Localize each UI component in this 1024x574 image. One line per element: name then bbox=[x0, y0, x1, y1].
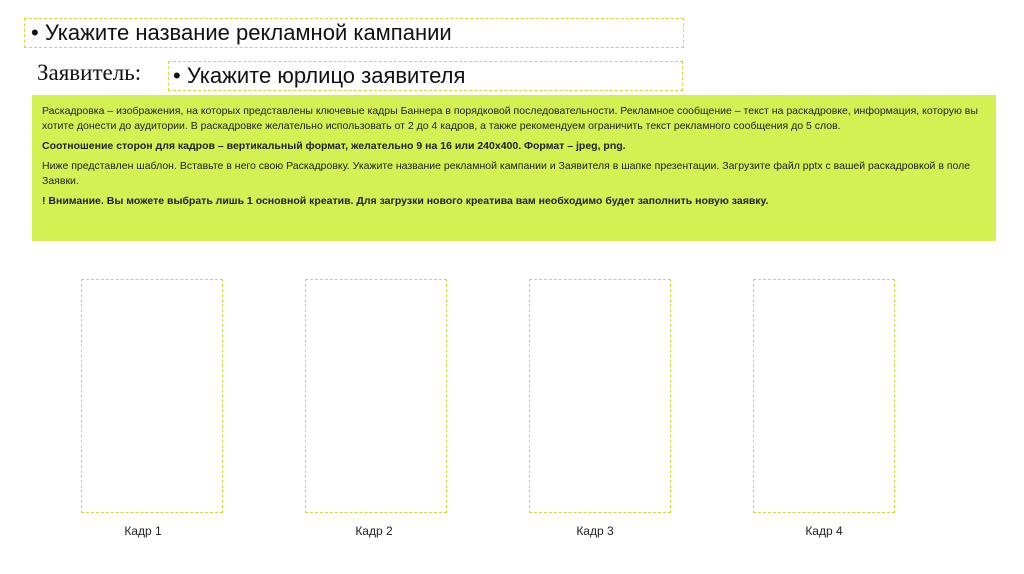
applicant-label: Заявитель: bbox=[37, 60, 142, 85]
applicant-field[interactable]: • Укажите юрлицо заявителя bbox=[168, 61, 683, 91]
campaign-name-field[interactable]: • Укажите название рекламной кампании bbox=[24, 18, 684, 48]
frame-2-label: Кадр 2 bbox=[355, 524, 393, 538]
instructions-aspect-ratio: Соотношение сторон для кадров – вертикальный формат, желательно 9 на 16 или 240x400. Формат – jpeg, png. bbox=[42, 140, 626, 152]
frame-1-label: Кадр 1 bbox=[124, 524, 162, 538]
instructions-template: Ниже представлен шаблон. Вставьте в него свою Раскадровку. Укажите название рекламной кампании и Заявителя в шапке презентации. Загрузите файл pptx с вашей раскадровкой в поле Заявки. bbox=[42, 160, 971, 187]
frame-3-label: Кадр 3 bbox=[576, 524, 614, 538]
instructions-panel bbox=[32, 95, 996, 241]
frame-4-label: Кадр 4 bbox=[805, 524, 843, 538]
frame-2-placeholder[interactable] bbox=[305, 279, 447, 513]
frame-3-placeholder[interactable] bbox=[529, 279, 671, 513]
frame-1-placeholder[interactable] bbox=[81, 279, 223, 513]
instructions-storyboard: Раскадровка – изображения, на которых представлены ключевые кадры Баннера в порядковой последовательности. Рекламное сообщение – текст на раскадровке, информация, которую вы хотите донести до аудитории. В раскадровке желательно использовать от 2 до 4 кадров, а также рекомендуем ограничить текст рекламного сообщения до 5 слов. bbox=[42, 105, 978, 132]
frame-4-placeholder[interactable] bbox=[753, 279, 895, 513]
instructions-warning: ! Внимание. Вы можете выбрать лишь 1 основной креатив. Для загрузки нового креатива вам необходимо будет заполнить новую заявку. bbox=[42, 195, 769, 207]
